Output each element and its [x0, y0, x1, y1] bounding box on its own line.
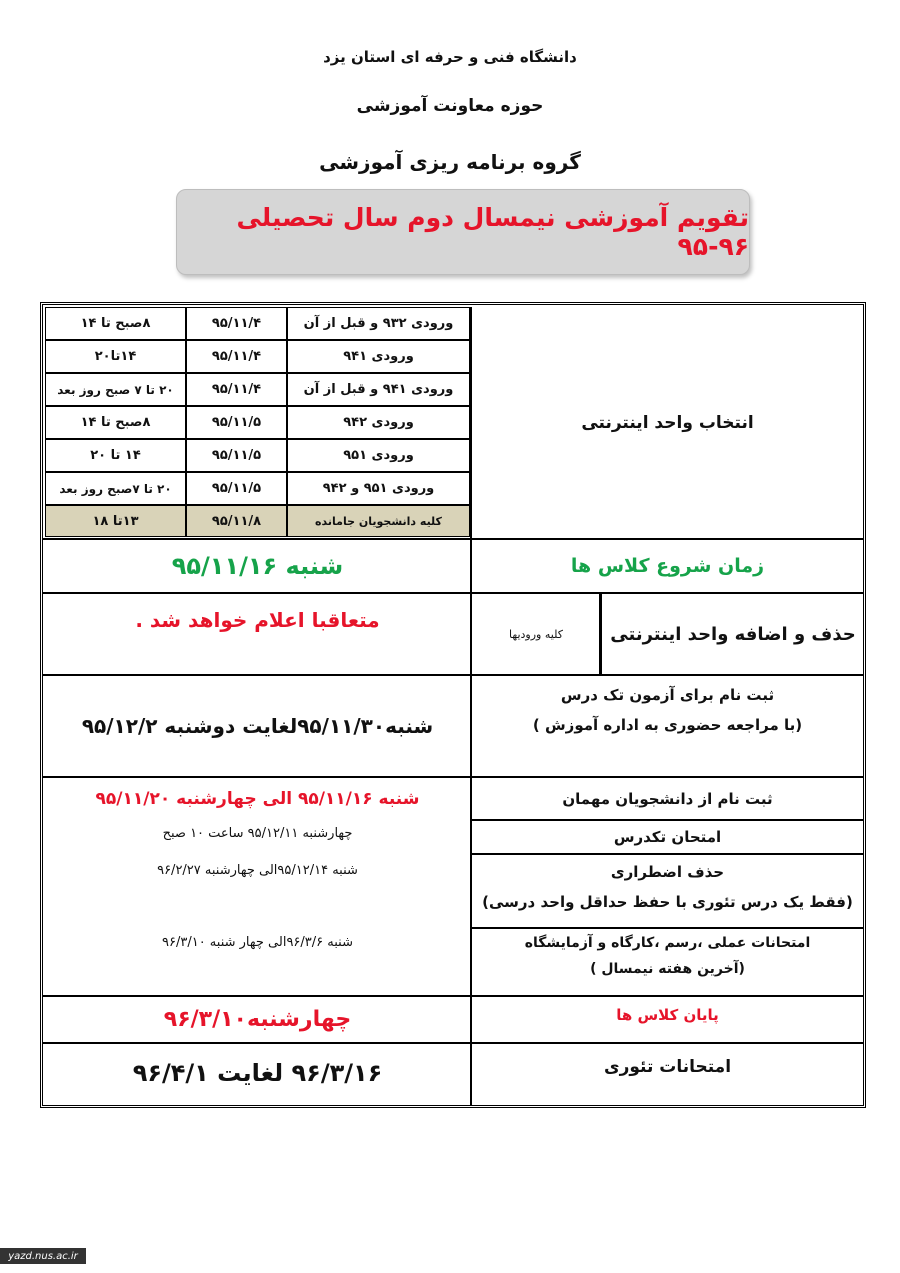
practical-exams-label-2: (آخرین هفته نیمسال ) — [590, 961, 745, 977]
add-drop-sub: کلیه ورودیها — [509, 627, 563, 641]
footer-url: yazd.nus.ac.ir — [0, 1248, 86, 1264]
single-exam-label-2: (با مراجعه حضوری به اداره آموزش ) — [532, 716, 803, 734]
single-exam-label-1: ثبت نام برای آزمون تک درس — [560, 686, 775, 704]
practical-exams-value: شنبه ۹۶/۳/۶الی چهار شنبه ۹۶/۳/۱۰ — [162, 934, 353, 950]
selection-row-5-date: ۹۵/۱۱/۵ — [186, 439, 287, 472]
selection-row-4-group: ورودی ۹۴۲ — [287, 406, 470, 439]
selection-row-3-time: ۲۰ تا ۷ صبح روز بعد — [45, 373, 186, 406]
emergency-drop-label-1: حذف اضطراری — [610, 863, 725, 881]
selection-row-7-date: ۹۵/۱۱/۸ — [186, 505, 287, 537]
selection-row-3-group: ورودی ۹۴۱ و قبل از آن — [287, 373, 470, 406]
class-end-value: چهارشنبه۹۶/۳/۱۰ — [163, 1007, 352, 1032]
theory-exams-label: امتحانات تئوری — [603, 1057, 732, 1077]
practical-exams-label — [472, 929, 863, 995]
guest-value: شنبه ۹۵/۱۱/۱۶ الی چهارشنبه ۹۵/۱۱/۲۰ — [95, 789, 420, 809]
selection-row-6-date: ۹۵/۱۱/۵ — [186, 472, 287, 505]
class-end-label: پایان کلاس ها — [616, 1005, 719, 1024]
add-drop-divider — [599, 594, 602, 674]
emergency-drop-value: شنبه ۹۵/۱۲/۱۴الی چهارشنبه ۹۶/۲/۲۷ — [157, 862, 358, 878]
selection-row-6-time: ۲۰ تا ۷صبح روز بعد — [45, 472, 186, 505]
selection-row-4-time: ۸صبح تا ۱۴ — [45, 406, 186, 439]
guest-label: ثبت نام از دانشجویان مهمان — [562, 790, 773, 808]
selection-row-2-date: ۹۵/۱۱/۴ — [186, 340, 287, 373]
department-name: حوزه معاونت آموزشی — [356, 96, 544, 116]
selection-row-5-time: ۱۴ تا ۲۰ — [45, 439, 186, 472]
selection-row-5-group: ورودی ۹۵۱ — [287, 439, 470, 472]
theory-exams-value: ۹۶/۳/۱۶ لغایت ۹۶/۴/۱ — [132, 1059, 383, 1087]
class-start-label: زمان شروع کلاس ها — [570, 555, 765, 577]
selection-row-7-time: ۱۳تا ۱۸ — [45, 505, 186, 537]
group-name: گروه برنامه ریزی آموزشی — [319, 150, 581, 174]
selection-row-1-group: ورودی ۹۳۲ و قبل از آن — [287, 307, 470, 340]
page-title: تقویم آموزشی نیمسال دوم سال تحصیلی ۹۶-۹۵ — [176, 189, 750, 275]
selection-row-2-group: ورودی ۹۴۱ — [287, 340, 470, 373]
selection-row-7-group: کلیه دانشجویان جامانده — [287, 505, 470, 537]
single-course-exam-value: چهارشنبه ۹۵/۱۲/۱۱ ساعت ۱۰ صبح — [162, 825, 353, 841]
selection-row-4-date: ۹۵/۱۱/۵ — [186, 406, 287, 439]
selection-label: انتخاب واحد اینترنتی — [581, 413, 754, 433]
single-exam-label — [472, 676, 863, 776]
emergency-drop-label-2: (فقط یک درس تئوری با حفظ حداقل واحد درسی) — [482, 893, 853, 911]
selection-row-1-date: ۹۵/۱۱/۴ — [186, 307, 287, 340]
add-drop-label: حذف و اضافه واحد اینترنتی — [610, 623, 856, 645]
class-start-value: شنبه ۹۵/۱۱/۱۶ — [171, 552, 344, 580]
add-drop-value: متعاقبا اعلام خواهد شد . — [135, 608, 380, 632]
selection-row-3-date: ۹۵/۱۱/۴ — [186, 373, 287, 406]
selection-row-1-time: ۸صبح تا ۱۴ — [45, 307, 186, 340]
single-course-exam-label: امتحان تکدرس — [613, 828, 722, 846]
selection-row-2-time: ۱۴تا۲۰ — [45, 340, 186, 373]
practical-exams-label-1: امتحانات عملی ،رسم ،کارگاه و آزمایشگاه — [524, 935, 811, 951]
selection-row-6-group: ورودی ۹۵۱ و ۹۴۲ — [287, 472, 470, 505]
single-exam-value: شنبه۹۵/۱۱/۳۰لغایت دوشنبه ۹۵/۱۲/۲ — [81, 714, 434, 738]
selection-subtable — [45, 307, 470, 537]
university-name: دانشگاه فنی و حرفه ای استان یزد — [323, 48, 577, 66]
emergency-drop-label — [472, 855, 863, 927]
